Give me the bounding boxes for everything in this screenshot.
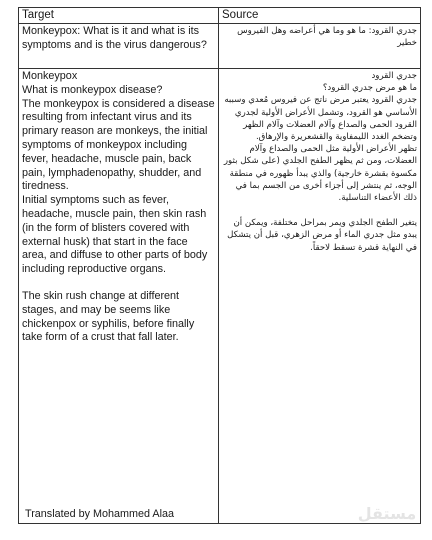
target-paragraph: What is monkeypox disease? <box>22 83 163 96</box>
source-cell <box>219 24 421 69</box>
watermark-logo <box>352 498 422 528</box>
source-paragraph: تظهر الأعراض الأولية مثل الحمى والصداع وآلام العضلات، ومن ثم يظهر الطفح الجلدي (على شكل بثور مكسوة بقشرة خارجية) والذي يبدأ ظهوره في منطقة الوجه، ثم ينتشر إلى أجزاء أخرى من الجسم بما في ذلك الأعضاء التناسلية. <box>223 144 417 204</box>
target-paragraph: Initial symptoms such as fever, headache, muscle pain, then skin rash (in the form of blisters covered with external husk) that start in the face area, and diffuse to other parts of body including reproductive organs. <box>22 194 208 276</box>
source-header: Source <box>219 8 421 24</box>
target-paragraph-spacer <box>22 277 215 290</box>
source-paragraph: جدري القرود: ما هو وما هي أعراضه وهل الفيروس خطير <box>237 26 417 49</box>
source-paragraph: جدري القرود يعتبر مرض ناتج عن فيروس مُعدي وسببه الأساسي هو القرود، وتشمل الأعراض الأولية لجدري القرود الحمى والصداع وآلام العضلات وآلام الظهر وتضخم الغدد الليمفاوية والقشعريرة والإرهاق. <box>224 95 417 143</box>
source-paragraph: ما هو مرض جدري القرود؟ <box>322 83 417 94</box>
table-row <box>19 24 421 69</box>
target-cell <box>19 69 219 524</box>
target-paragraph: The skin rush change at different stages, and may be seems like chickenpox or syphilis, before finally take form of a crust that fall later. <box>22 289 195 344</box>
translator-credit: Translated by Mohammed Alaa <box>25 508 175 520</box>
table-row <box>19 69 421 524</box>
target-paragraph: The monkeypox is considered a disease resulting from infectant virus and its primary reason are monkeys, the initial symptoms of monkeypox including fever, headache, muscle pain, back pain, lymphadenopathy, shudder, and tiredness. <box>22 97 215 193</box>
source-cell <box>219 69 421 524</box>
target-paragraph: Monkeypox <box>22 70 78 82</box>
header-row <box>19 8 421 24</box>
translation-table <box>18 7 421 524</box>
source-paragraph-spacer <box>222 204 417 217</box>
source-paragraph: يتغير الطفح الجلدي ويمر بمراحل مختلفة، ويمكن أن يبدو مثل جدري الماء أو مرض الزهري، قبل أن يتشكل في النهاية قشرة تسقط لاحقاً. <box>227 218 417 253</box>
watermark-text: مستقل <box>357 504 417 523</box>
source-paragraph: جدري القرود <box>371 71 417 81</box>
target-paragraph: Monkeypox: What is it and what is its symptoms and is the virus dangerous? <box>22 25 207 51</box>
target-header: Target <box>19 8 219 24</box>
target-cell <box>19 24 219 69</box>
